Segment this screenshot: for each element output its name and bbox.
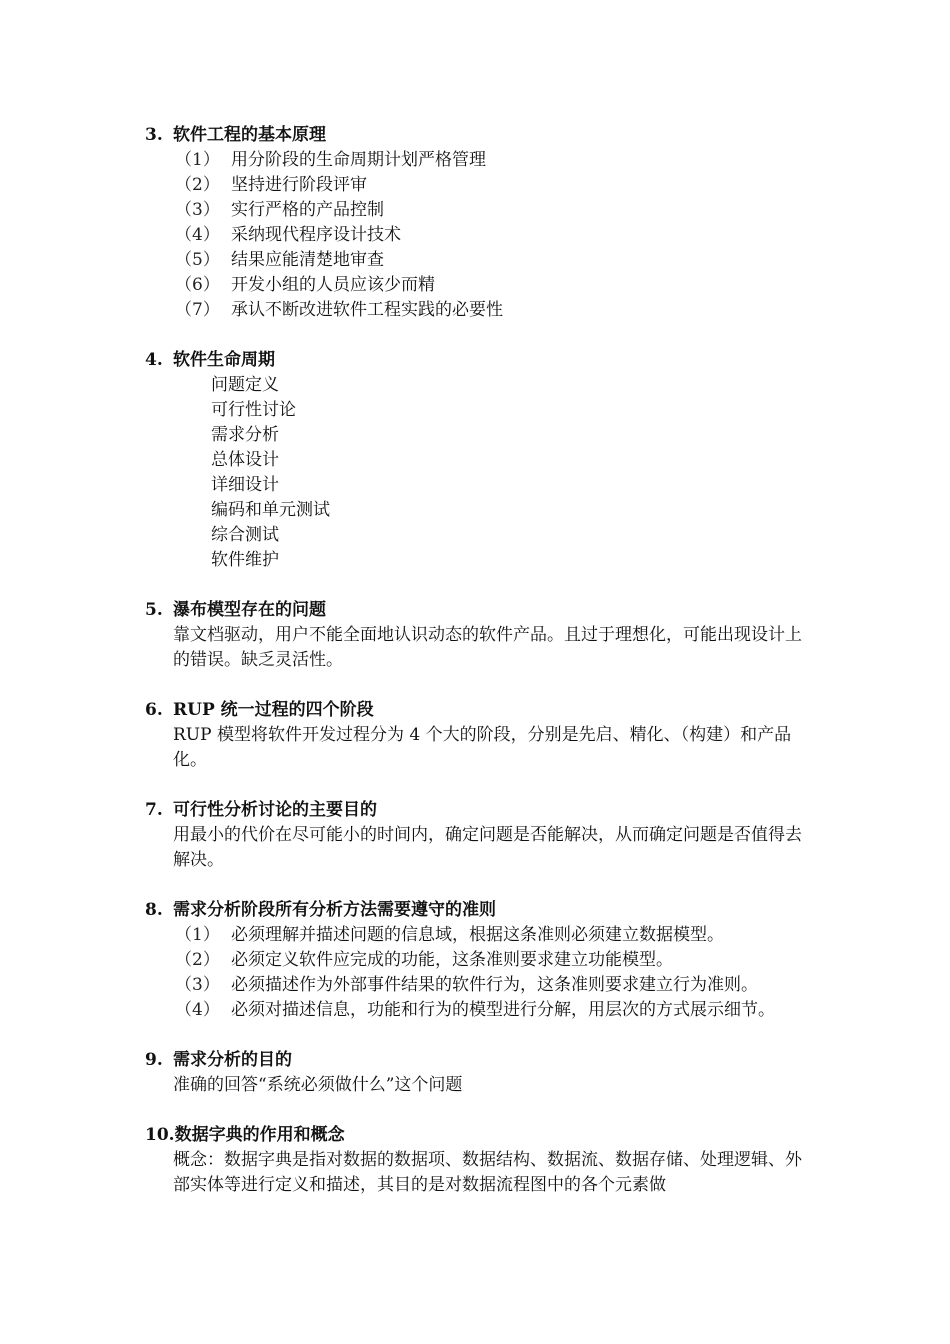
list-text: 开发小组的人员应该少而精	[231, 275, 435, 295]
list-item	[145, 248, 825, 273]
section-paragraph: 靠文档驱动，用户不能全面地认识动态的软件产品。且过于理想化，可能出现设计上的错误。缺乏灵活性。	[173, 625, 802, 670]
section-4	[145, 348, 825, 573]
list-item	[145, 948, 825, 973]
list-text: 用分阶段的生命周期计划严格管理	[231, 150, 486, 170]
section-number: 10.	[145, 1125, 175, 1145]
list-text: 必须定义软件应完成的功能，这条准则要求建立功能模型。	[231, 950, 673, 970]
section-title: 需求分析的目的	[173, 1050, 292, 1070]
section-heading	[145, 1123, 825, 1148]
section-title: 软件生命周期	[173, 350, 275, 370]
list-item	[145, 298, 825, 323]
section-number: 3.	[145, 125, 163, 145]
list-marker: （2）	[175, 950, 220, 970]
list-marker: （3）	[175, 200, 220, 220]
section-7	[145, 798, 825, 873]
section-title: 需求分析阶段所有分析方法需要遵守的准则	[173, 900, 496, 920]
section-title: 可行性分析讨论的主要目的	[173, 800, 377, 820]
section-heading	[145, 698, 825, 723]
lifecycle-stage: 总体设计	[211, 450, 279, 470]
section-3	[145, 123, 825, 323]
list-text: 必须描述作为外部事件结果的软件行为，这条准则要求建立行为准则。	[231, 975, 758, 995]
section-title: 瀑布模型存在的问题	[173, 600, 326, 620]
list-marker: （2）	[175, 175, 220, 195]
list-text: 实行严格的产品控制	[231, 200, 384, 220]
lifecycle-stage: 详细设计	[211, 475, 279, 495]
list-text: 必须理解并描述问题的信息域，根据这条准则必须建立数据模型。	[231, 925, 724, 945]
list-marker: （6）	[175, 275, 220, 295]
document-content	[145, 123, 825, 1223]
section-title: RUP 统一过程的四个阶段	[173, 700, 374, 720]
list-marker: （3）	[175, 975, 220, 995]
list-item	[145, 973, 825, 998]
section-heading	[145, 598, 825, 623]
section-number: 9.	[145, 1050, 163, 1070]
list-item	[145, 923, 825, 948]
list-marker: （1）	[175, 150, 220, 170]
list-text: 结果应能清楚地审查	[231, 250, 384, 270]
section-number: 4.	[145, 350, 163, 370]
lifecycle-stage: 编码和单元测试	[211, 500, 330, 520]
lifecycle-stage: 需求分析	[211, 425, 279, 445]
list-marker: （4）	[175, 1000, 220, 1020]
section-9	[145, 1048, 825, 1098]
lifecycle-stage: 问题定义	[211, 375, 279, 395]
lifecycle-stage: 软件维护	[211, 550, 279, 570]
section-title: 软件工程的基本原理	[173, 125, 326, 145]
section-number: 6.	[145, 700, 163, 720]
section-6	[145, 698, 825, 773]
lifecycle-stage: 可行性讨论	[211, 400, 296, 420]
list-item	[145, 273, 825, 298]
section-heading	[145, 898, 825, 923]
section-paragraph: 准确的回答“系统必须做什么”这个问题	[173, 1075, 463, 1095]
list-text: 承认不断改进软件工程实践的必要性	[231, 300, 503, 320]
section-5	[145, 598, 825, 673]
section-number: 7.	[145, 800, 163, 820]
section-heading	[145, 1048, 825, 1073]
list-marker: （4）	[175, 225, 220, 245]
list-text: 坚持进行阶段评审	[231, 175, 367, 195]
list-text: 采纳现代程序设计技术	[231, 225, 401, 245]
list-text: 必须对描述信息，功能和行为的模型进行分解，用层次的方式展示细节。	[231, 1000, 775, 1020]
list-item	[145, 998, 825, 1023]
section-paragraph: 用最小的代价在尽可能小的时间内，确定问题是否能解决，从而确定问题是否值得去解决。	[173, 825, 802, 870]
list-marker: （5）	[175, 250, 220, 270]
section-title: 数据字典的作用和概念	[174, 1125, 345, 1145]
list-item	[145, 223, 825, 248]
section-paragraph: 概念：数据字典是指对数据的数据项、数据结构、数据流、数据存储、处理逻辑、外部实体等进行定义和描述，其目的是对数据流程图中的各个元素做	[173, 1150, 802, 1195]
lifecycle-stage: 综合测试	[211, 525, 279, 545]
section-heading	[145, 798, 825, 823]
list-item	[145, 148, 825, 173]
section-heading	[145, 348, 825, 373]
section-10	[145, 1123, 825, 1198]
section-number: 5.	[145, 600, 163, 620]
list-item	[145, 173, 825, 198]
section-number: 8.	[145, 900, 163, 920]
section-paragraph: RUP 模型将软件开发过程分为 4 个大的阶段，分别是先启、精化、（构建）和产品化。	[173, 725, 792, 770]
list-marker: （1）	[175, 925, 220, 945]
section-8	[145, 898, 825, 1023]
list-marker: （7）	[175, 300, 220, 320]
list-item	[145, 198, 825, 223]
section-heading	[145, 123, 825, 148]
